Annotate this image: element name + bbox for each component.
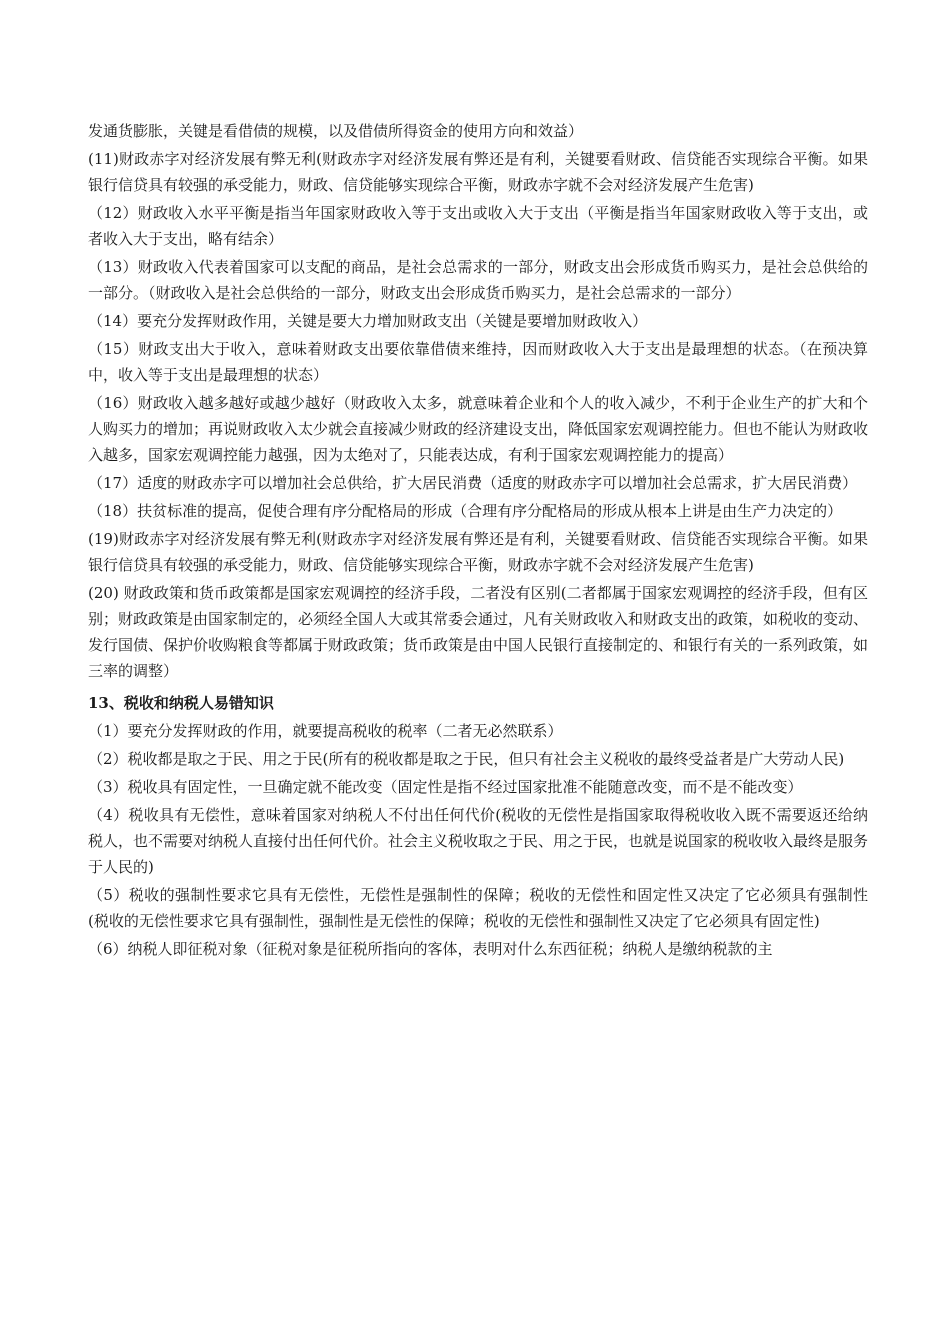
section-item-2: （2）税收都是取之于民、用之于民(所有的税收都是取之于民，但只有社会主义税收的最终受益者是广大劳动人民) [88, 750, 845, 768]
section-heading [88, 690, 868, 716]
section-item-6: （6）纳税人即征税对象（征税对象是征税所指向的客体，表明对什么东西征税；纳税人是缴纳税款的主 [88, 940, 773, 958]
paragraph-item-15: （15）财政支出大于收入，意味着财政支出要依靠借债来维持，因而财政收入大于支出是最理想的状态。（在预决算中，收入等于支出是最理想的状态） [88, 340, 868, 384]
paragraph-item-13: （13）财政收入代表着国家可以支配的商品，是社会总需求的一部分，财政支出会形成货币购买力，是社会总供给的一部分。（财政收入是社会总供给的一部分，财政支出会形成货币购买力，是社会总需求的一部分） [88, 258, 868, 302]
section-number: 13、 [88, 694, 124, 712]
paragraph-item-17: （17）适度的财政赤字可以增加社会总供给，扩大居民消费（适度的财政赤字可以增加社会总需求，扩大居民消费） [88, 474, 858, 492]
paragraph-item-18: （18）扶贫标准的提高，促使合理有序分配格局的形成（合理有序分配格局的形成从根本上讲是由生产力决定的） [88, 502, 843, 520]
document-page [88, 118, 868, 964]
section-item-4: （4）税收具有无偿性，意味着国家对纳税人不付出任何代价(税收的无偿性是指国家取得税收收入既不需要返还给纳税人，也不需要对纳税人直接付出任何代价。社会主义税收取之于民、用之于民，也就是说国家的税收收入最终是服务于人民的) [88, 806, 869, 876]
paragraph-item-11: (11)财政赤字对经济发展有弊无利(财政赤字对经济发展有弊还是有利，关键要看财政、信贷能否实现综合平衡。如果银行信贷具有较强的承受能力，财政、信贷能够实现综合平衡，财政赤字就不会对经济发展产生危害) [88, 150, 868, 194]
paragraph-item-19: (19)财政赤字对经济发展有弊无利(财政赤字对经济发展有弊还是有利，关键要看财政、信贷能否实现综合平衡。如果银行信贷具有较强的承受能力，财政、信贷能够实现综合平衡，财政赤字就不会对经济发展产生危害) [88, 530, 868, 574]
paragraph-item-14: （14）要充分发挥财政作用，关键是要大力增加财政支出（关键是要增加财政收入） [88, 312, 648, 330]
paragraph-item-20: (20) 财政政策和货币政策都是国家宏观调控的经济手段，二者没有区别(二者都属于国家宏观调控的经济手段，但有区别；财政政策是由国家制定的，必须经全国人大或其常委会通过，凡有关财政收入和财政支出的政策，如税收的变动、发行国债、保护价收购粮食等都属于财政政策；货币政策是由中国人民银行直接制定的、和银行有关的一系列政策，如三率的调整） [88, 584, 869, 680]
section-title: 税收和纳税人易错知识 [123, 694, 274, 712]
paragraph-continuation: 发通货膨胀，关键是看借债的规模，以及借债所得资金的使用方向和效益） [88, 122, 584, 140]
paragraph-item-16: （16）财政收入越多越好或越少越好（财政收入太多，就意味着企业和个人的收入减少，不利于企业生产的扩大和个人购买力的增加；再说财政收入太少就会直接减少财政的经济建设支出，降低国家宏观调控能力。但也不能认为财政收入越多，国家宏观调控能力越强，因为太绝对了，只能表达成，有利于国家宏观调控能力的提高） [88, 394, 869, 464]
paragraph-item-12: （12）财政收入水平平衡是指当年国家财政收入等于支出或收入大于支出（平衡是指当年国家财政收入等于支出，或者收入大于支出，略有结余） [88, 204, 868, 248]
section-item-1: （1）要充分发挥财政的作用，就要提高税收的税率（二者无必然联系） [88, 722, 563, 740]
section-item-3: （3）税收具有固定性，一旦确定就不能改变（固定性是指不经过国家批准不能随意改变，而不是不能改变） [88, 778, 803, 796]
section-item-5: （5）税收的强制性要求它具有无偿性，无偿性是强制性的保障；税收的无偿性和固定性又决定了它必须具有强制性(税收的无偿性要求它具有强制性，强制性是无偿性的保障；税收的无偿性和强制性又决定了它必须具有固定性) [88, 886, 868, 930]
